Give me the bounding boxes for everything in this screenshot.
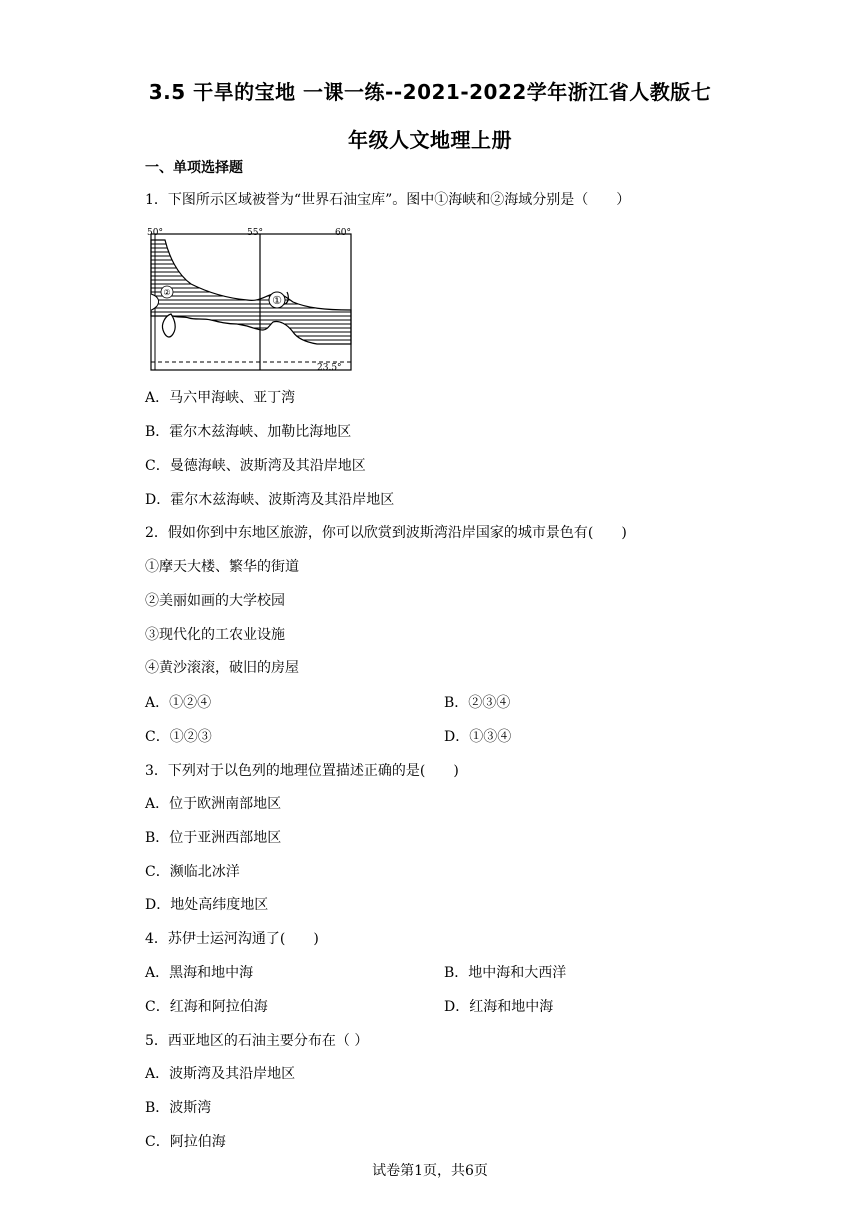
q1-option-c: C．曼德海峡、波斯湾及其沿岸地区 [145,458,366,474]
lon-label-50: 50° [147,228,163,238]
q1-option-b: B．霍尔木兹海峡、加勒比海地区 [145,424,352,440]
q3-option-c: C．濒临北冰洋 [145,864,240,880]
document-title-line2: 年级人文地理上册 [348,128,512,152]
q2-item-1: ①摩天大楼、繁华的街道 [145,559,299,575]
q2-item-4: ④黄沙滚滚，破旧的房屋 [145,660,299,676]
q2-item-2: ②美丽如画的大学校园 [145,593,285,609]
q4-option-d: D．红海和地中海 [444,999,554,1015]
document-title-line1: 3.5 干旱的宝地 一课一练--2021-2022学年浙江省人教版七 [148,80,712,104]
q5-option-c: C．阿拉伯海 [145,1134,226,1150]
q5-option-a: A．波斯湾及其沿岸地区 [145,1066,296,1082]
map-figure [147,226,356,374]
q3-option-d: D．地处高纬度地区 [145,897,269,913]
question-5-stem: 5．西亚地区的石油主要分布在（ ） [145,1033,369,1049]
q1-option-d: D．霍尔木兹海峡、波斯湾及其沿岸地区 [145,492,395,508]
question-3-stem: 3．下列对于以色列的地理位置描述正确的是( ) [145,763,459,779]
q2-option-a: A．①②④ [145,695,212,711]
question-4-stem: 4．苏伊士运河沟通了( ) [145,931,319,947]
question-2-stem: 2．假如你到中东地区旅游，你可以欣赏到波斯湾沿岸国家的城市景色有( ) [145,525,627,541]
q4-option-a: A．黑海和地中海 [145,965,254,981]
marker-1-label: ① [272,294,282,307]
peninsula [162,314,175,337]
q2-item-3: ③现代化的工农业设施 [145,627,285,643]
lat-label: 23.5° [317,363,342,373]
question-1-stem: 1．下图所示区域被誉为“世界石油宝库”。图中①海峡和②海域分别是（ ） [145,192,631,208]
q2-option-d: D．①③④ [444,729,512,745]
q3-option-b: B．位于亚洲西部地区 [145,830,282,846]
q1-option-a: A．马六甲海峡、亚丁湾 [145,390,296,406]
marker-2-label: ② [163,288,171,297]
page-footer: 试卷第1页，共6页 [372,1163,488,1179]
q4-option-b: B．地中海和大西洋 [444,965,567,981]
q3-option-a: A．位于欧洲南部地区 [145,796,282,812]
q2-option-c: C．①②③ [145,729,212,745]
q2-option-b: B．②③④ [444,695,511,711]
lon-label-60: 60° [335,228,351,238]
q4-option-c: C．红海和阿拉伯海 [145,999,268,1015]
gulf-sea-hatched [151,240,351,344]
section-heading: 一、单项选择题 [145,160,243,176]
q5-option-b: B．波斯湾 [145,1100,212,1116]
lon-label-55: 55° [247,228,263,238]
persian-gulf-map [147,226,356,374]
